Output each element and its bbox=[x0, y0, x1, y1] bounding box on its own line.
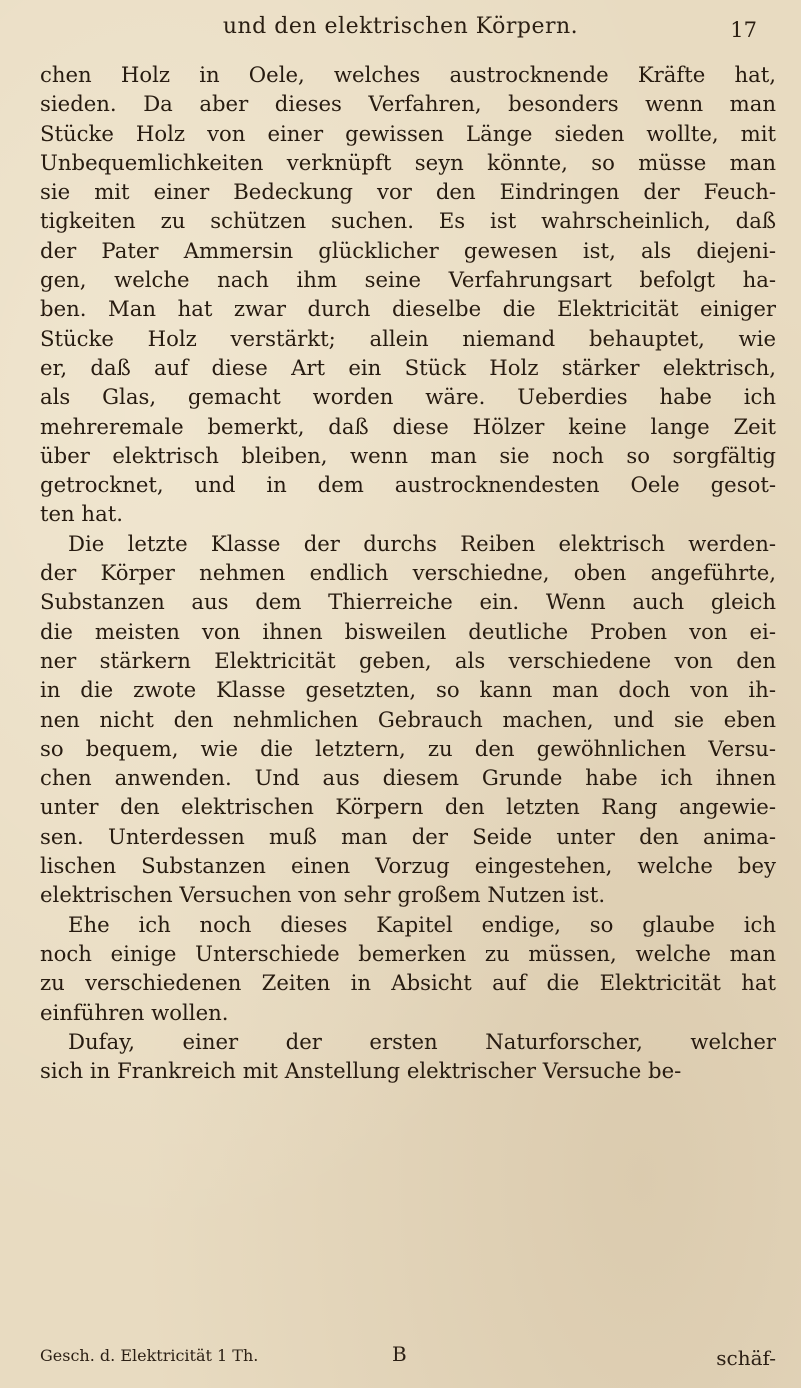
body-text bbox=[40, 60, 776, 1085]
text-line: mehreremale bemerkt, daß diese Hölzer keine lange Zeit bbox=[40, 413, 776, 439]
text-line: einführen wollen. bbox=[40, 999, 229, 1025]
running-head: und den elektrischen Körpern. bbox=[222, 14, 579, 39]
signature-note: Gesch. d. Elektricität 1 Th. bbox=[40, 1346, 259, 1365]
text-line: chen anwenden. Und aus diesem Grunde habe ich ihnen bbox=[40, 765, 776, 791]
text-line: Die letzte Klasse der durchs Reiben elektrisch werden- bbox=[68, 530, 776, 556]
text-line: sen. Unterdessen muß man der Seide unter den anima- bbox=[40, 823, 776, 849]
text-line: nen nicht den nehmlichen Gebrauch machen, und sie eben bbox=[40, 706, 776, 732]
text-line: der Körper nehmen endlich verschiedne, oben angeführte, bbox=[40, 560, 776, 586]
text-line: die meisten von ihnen bisweilen deutliche Proben von ei- bbox=[40, 618, 776, 644]
text-line: sich in Frankreich mit Anstellung elektrischer Versuche be- bbox=[40, 1058, 682, 1084]
text-line: Substanzen aus dem Thierreiche ein. Wenn auch gleich bbox=[40, 589, 776, 615]
text-line: so bequem, wie die letztern, zu den gewöhnlichen Versu- bbox=[40, 735, 776, 761]
text-line: elektrischen Versuchen von sehr großem Nutzen ist. bbox=[40, 882, 606, 908]
signature-mark: B bbox=[392, 1342, 407, 1366]
text-line: zu verschiedenen Zeiten in Absicht auf die Elektricität hat bbox=[40, 970, 776, 996]
text-line: der Pater Ammersin glücklicher gewesen ist, als diejeni- bbox=[40, 237, 776, 263]
text-line: unter den elektrischen Körpern den letzten Rang angewie- bbox=[40, 794, 776, 820]
catchword: schäf- bbox=[716, 1346, 776, 1370]
text-line: ten hat. bbox=[40, 501, 123, 527]
text-line: getrocknet, und in dem austrocknendesten Oele gesot- bbox=[40, 472, 776, 498]
text-line: Dufay, einer der ersten Naturforscher, welcher bbox=[68, 1028, 776, 1054]
text-line: Stücke Holz von einer gewissen Länge sieden wollte, mit bbox=[40, 120, 776, 146]
text-line: in die zwote Klasse gesetzten, so kann man doch von ih- bbox=[40, 677, 776, 703]
text-line: sie mit einer Bedeckung vor den Eindringen der Feuch- bbox=[40, 179, 776, 205]
text-line: ner stärkern Elektricität geben, als verschiedene von den bbox=[40, 647, 776, 673]
text-line: tigkeiten zu schützen suchen. Es ist wahrscheinlich, daß bbox=[40, 208, 776, 234]
text-line: ben. Man hat zwar durch dieselbe die Elektricität einiger bbox=[40, 296, 776, 322]
text-line: über elektrisch bleiben, wenn man sie noch so sorgfältig bbox=[40, 442, 776, 468]
text-line: Unbequemlichkeiten verknüpft seyn könnte, so müsse man bbox=[40, 149, 776, 175]
text-line: gen, welche nach ihm seine Verfahrungsart befolgt ha- bbox=[40, 267, 776, 293]
text-line: chen Holz in Oele, welches austrocknende Kräfte hat, bbox=[40, 62, 776, 87]
text-line: Ehe ich noch dieses Kapitel endige, so glaube ich bbox=[68, 911, 776, 937]
text-line: lischen Substanzen einen Vorzug eingestehen, welche bey bbox=[40, 853, 776, 879]
text-line: als Glas, gemacht worden wäre. Ueberdies habe ich bbox=[40, 384, 776, 410]
text-line: noch einige Unterschiede bemerken zu müssen, welche man bbox=[40, 940, 776, 966]
text-line: er, daß auf diese Art ein Stück Holz stärker elektrisch, bbox=[40, 354, 776, 380]
text-line: sieden. Da aber dieses Verfahren, besonders wenn man bbox=[40, 91, 776, 117]
page-number: 17 bbox=[730, 18, 757, 42]
text-line: Stücke Holz verstärkt; allein niemand behauptet, wie bbox=[40, 325, 776, 351]
